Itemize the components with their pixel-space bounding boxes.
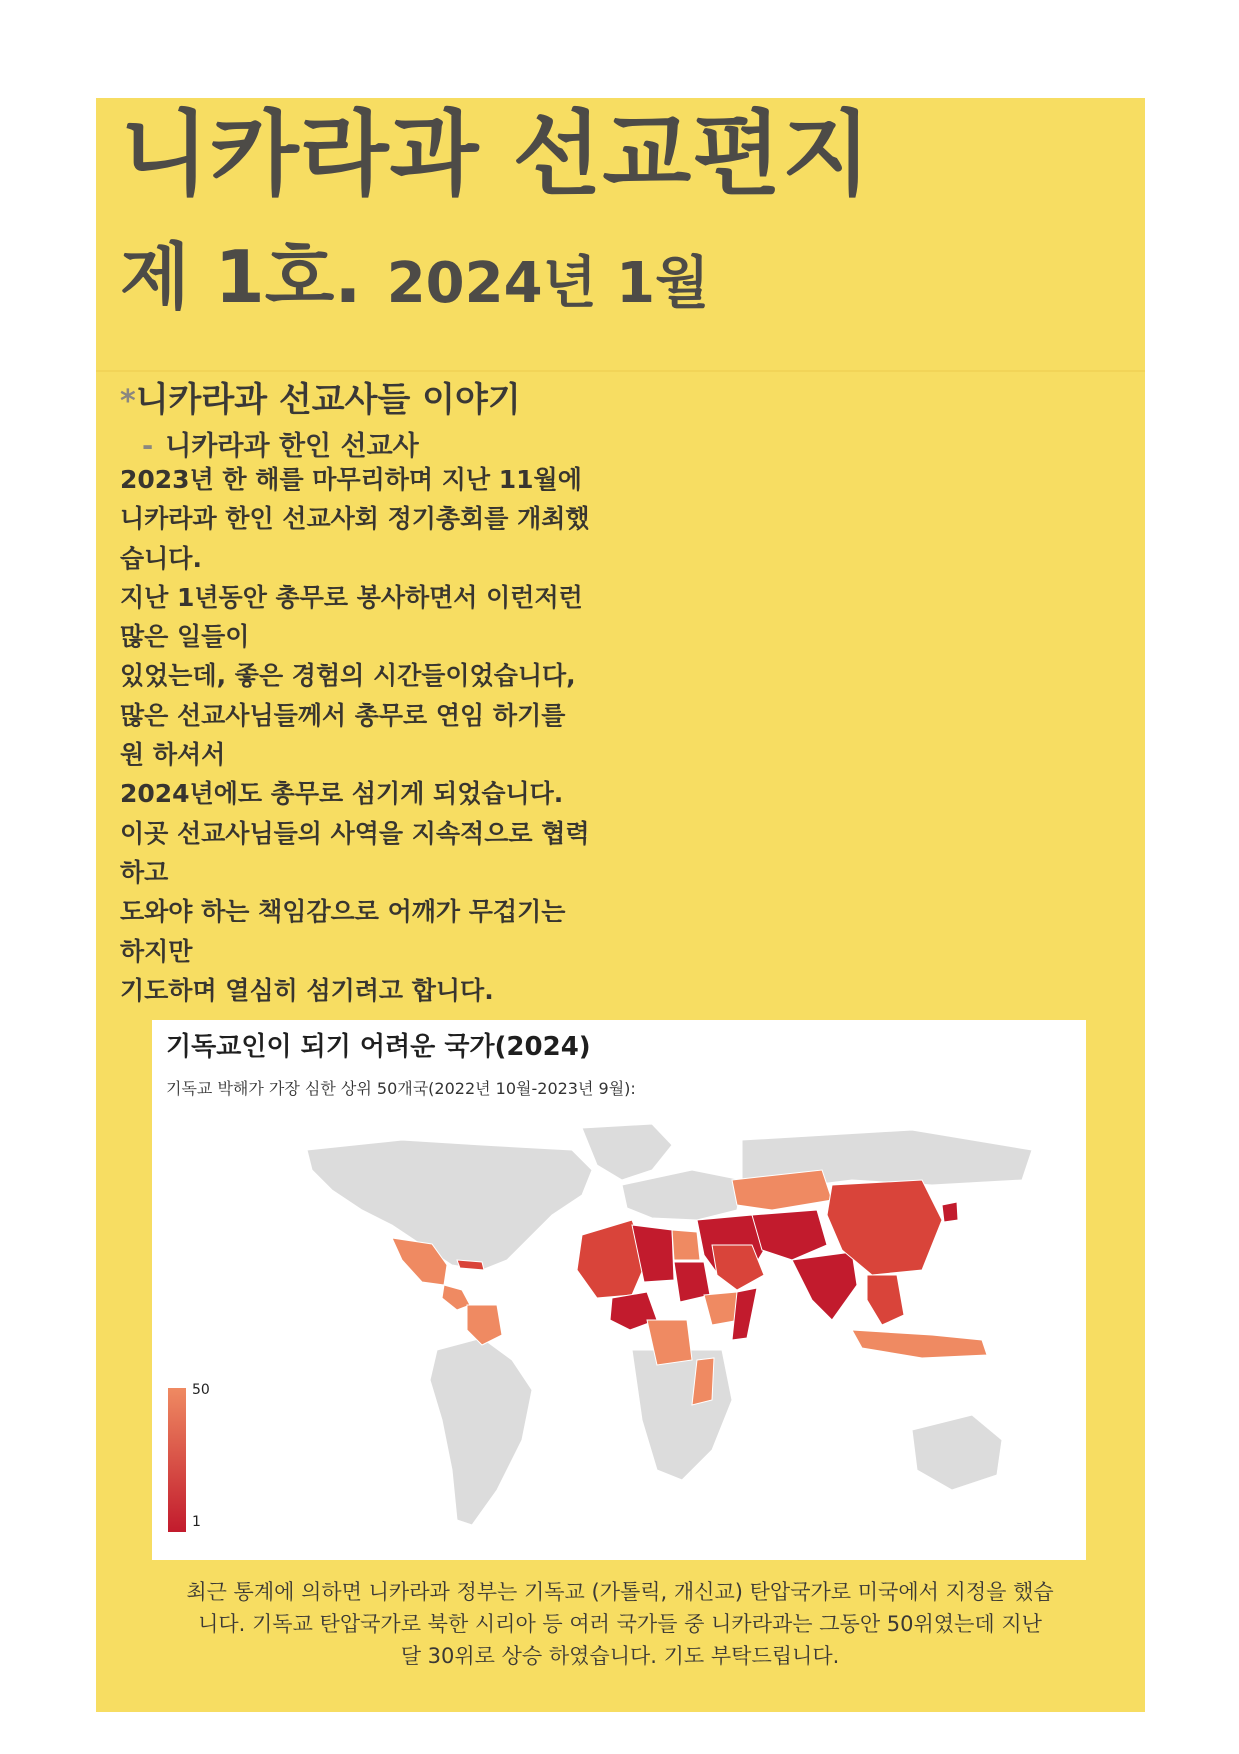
body-line: 하고 — [120, 857, 169, 887]
north-korea-region — [942, 1202, 958, 1222]
legend-label-top: 50 — [192, 1382, 210, 1398]
map-subtitle: 기독교 박해가 가장 심한 상위 50개국(2022년 10월-2023년 9월): — [166, 1079, 636, 1098]
body-line: 이곳 선교사님들의 사역을 지속적으로 협력 — [120, 818, 590, 848]
body-line: 니카라과 한인 선교사회 정기총회를 개최했 — [120, 504, 590, 534]
europe-shape — [622, 1170, 742, 1220]
iran-afghan-region — [752, 1210, 827, 1260]
section-subheading — [142, 424, 419, 463]
body-line: 있었는데, 좋은 경험의 시간들이었습니다, — [120, 661, 576, 691]
greenland-shape — [582, 1124, 672, 1180]
body-line: 많은 선교사님들께서 총무로 연임 하기를 — [120, 700, 566, 730]
section-heading-text: 니카라과 선교사들 이야기 — [135, 380, 521, 420]
body-line: 많은 일들이 — [120, 622, 250, 652]
footer-line: 최근 통계에 의하면 니카라과 정부는 기독교 (가톨릭, 개신교) 탄압국가로 미국에서 지정을 했습 — [186, 1580, 1054, 1604]
legend-label-bottom: 1 — [192, 1514, 201, 1530]
footer-line: 니다. 기독교 탄압국가로 북한 시리아 등 여러 국가들 중 니카라과는 그동안 50위였는데 지난 — [198, 1612, 1042, 1636]
map-title: 기독교인이 되기 어려운 국가(2024) — [166, 1032, 591, 1062]
legend-gradient — [168, 1388, 186, 1532]
india-region — [792, 1252, 857, 1320]
issue-line — [120, 235, 710, 319]
body-line: 2024년에도 총무로 섬기게 되었습니다. — [120, 779, 564, 809]
cuba-region — [457, 1260, 484, 1270]
section-heading — [120, 372, 521, 421]
body-line: 습니다. — [120, 543, 202, 573]
central-america-region — [442, 1285, 470, 1310]
asterisk-bullet: * — [120, 384, 136, 419]
body-line: 원 하셔서 — [120, 740, 226, 770]
south-america-shape — [430, 1338, 532, 1525]
persecution-map-card — [152, 1020, 1086, 1560]
body-line: 2023년 한 해를 마무리하며 지난 11월에 — [120, 465, 582, 494]
newsletter-panel — [96, 98, 1145, 1712]
body-line: 도와야 하는 책임감으로 어깨가 무겁기는 — [120, 897, 566, 927]
egypt-region — [672, 1230, 700, 1260]
africa-south-shape — [632, 1350, 732, 1480]
dash-bullet: - — [142, 431, 154, 462]
north-america-shape — [307, 1140, 592, 1270]
southeast-asia-region — [867, 1275, 904, 1325]
body-line: 하지만 — [120, 936, 193, 966]
indonesia-region — [852, 1330, 987, 1358]
world-map — [152, 1020, 1086, 1560]
australia-shape — [912, 1415, 1002, 1490]
letter-body — [120, 460, 620, 1010]
body-line: 지난 1년동안 총무로 봉사하면서 이런저런 — [120, 582, 583, 612]
section-subheading-text: 니카라과 한인 선교사 — [165, 431, 419, 462]
footer-note — [150, 1576, 1090, 1672]
issue-date: 2024년 1월 — [386, 251, 710, 316]
footer-line: 달 30위로 상승 하였습니다. 기도 부탁드립니다. — [400, 1644, 840, 1668]
colombia-region — [467, 1305, 502, 1345]
body-line: 기도하며 열심히 섬기려고 합니다. — [120, 975, 494, 1005]
issue-number: 제 1호. — [120, 235, 362, 319]
newsletter-title: 니카라과 선교편지 — [120, 101, 873, 208]
